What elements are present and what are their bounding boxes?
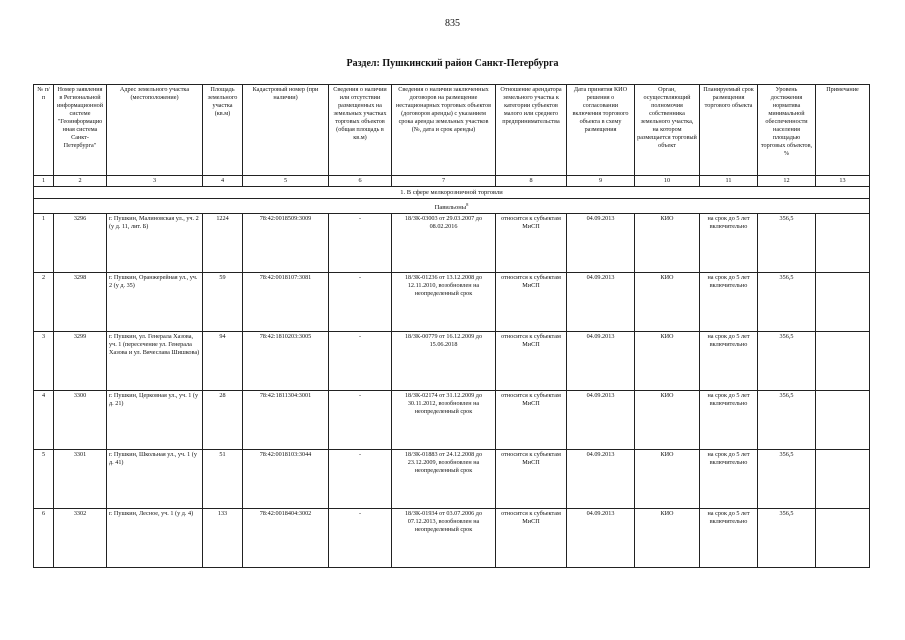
sme-category: относится к субъектам МиСП (496, 214, 567, 273)
column-number: 12 (758, 176, 816, 187)
owner-authority: КИО (635, 273, 700, 332)
table-row (34, 273, 870, 332)
column-number-row (34, 176, 870, 187)
sme-category: относится к субъектам МиСП (496, 273, 567, 332)
column-header: Примечание (816, 85, 870, 176)
approval-date: 04.09.2013 (567, 332, 635, 391)
contract-info: 18/ЗК-03003 от 29.03.2007 до 08.02.2016 (392, 214, 496, 273)
column-header: Номер заявления в Региональной информационной системе "Геоинформацио нная система Санкт-Петербурга" (54, 85, 107, 176)
column-header: Орган, осуществляющий полномочия собственника земельного участка, на котором размещается торговый объект (635, 85, 700, 176)
subsection-cell (34, 199, 870, 214)
footnote-mark: 8 (466, 202, 469, 207)
owner-authority: КИО (635, 214, 700, 273)
existing-objects: - (329, 273, 392, 332)
placement-term: на срок до 5 лет включительно (700, 273, 758, 332)
sme-category: относится к субъектам МиСП (496, 332, 567, 391)
cadastral-number: 78:42:0018404:3002 (243, 509, 329, 568)
sme-category: относится к субъектам МиСП (496, 450, 567, 509)
provision-level: 356,5 (758, 450, 816, 509)
contract-info: 18/ЗК-00779 от 16.12.2009 до 15.06.2018 (392, 332, 496, 391)
contract-info: 18/ЗК-01883 от 24.12.2008 до 23.12.2009, возобновлен на неопределенный срок (392, 450, 496, 509)
land-area: 1224 (203, 214, 243, 273)
table-row (34, 450, 870, 509)
note (816, 273, 870, 332)
approval-date: 04.09.2013 (567, 450, 635, 509)
provision-level: 356,5 (758, 391, 816, 450)
placement-term: на срок до 5 лет включительно (700, 450, 758, 509)
owner-authority: КИО (635, 391, 700, 450)
register-table (33, 84, 870, 568)
land-address: г. Пушкин, ул. Генерала Хазова, уч. 1 (пересечение ул. Генерала Хазова и ул. Вячеслава Шишкова) (107, 332, 203, 391)
approval-date: 04.09.2013 (567, 509, 635, 568)
land-address: г. Пушкин, Малиновская ул., уч. 2 (у д. 11, лит. Б) (107, 214, 203, 273)
placement-term: на срок до 5 лет включительно (700, 391, 758, 450)
land-area: 59 (203, 273, 243, 332)
land-area: 94 (203, 332, 243, 391)
owner-authority: КИО (635, 509, 700, 568)
cadastral-number: 78:42:0018509:3009 (243, 214, 329, 273)
row-number: 1 (34, 214, 54, 273)
sme-category: относится к субъектам МиСП (496, 509, 567, 568)
column-header: Дата принятия КИО решения о согласовании включения торгового объекта в схему размещения (567, 85, 635, 176)
cadastral-number: 78:42:1810203:3005 (243, 332, 329, 391)
row-number: 6 (34, 509, 54, 568)
existing-objects: - (329, 509, 392, 568)
cadastral-number: 78:42:1811304:3001 (243, 391, 329, 450)
row-number: 5 (34, 450, 54, 509)
land-area: 28 (203, 391, 243, 450)
note (816, 214, 870, 273)
column-header: № п/п (34, 85, 54, 176)
contract-info: 18/ЗК-01236 от 13.12.2008 до 12.11.2010, возобновлен на неопределенный срок (392, 273, 496, 332)
column-number: 8 (496, 176, 567, 187)
row-number: 3 (34, 332, 54, 391)
column-header: Площадь земельного участка (кв.м) (203, 85, 243, 176)
land-address: г. Пушкин, Лесное, уч. 1 (у д. 4) (107, 509, 203, 568)
provision-level: 356,5 (758, 332, 816, 391)
provision-level: 356,5 (758, 273, 816, 332)
cadastral-number: 78:42:0018103:3044 (243, 450, 329, 509)
column-header: Адрес земельного участка (местоположение) (107, 85, 203, 176)
column-number: 1 (34, 176, 54, 187)
land-area: 133 (203, 509, 243, 568)
application-number: 3302 (54, 509, 107, 568)
column-number: 2 (54, 176, 107, 187)
sme-category: относится к субъектам МиСП (496, 391, 567, 450)
column-header: Уровень достижения норматива минимальной обеспеченности населения площадью торговых объектов, % (758, 85, 816, 176)
subsection-row (34, 199, 870, 214)
existing-objects: - (329, 391, 392, 450)
placement-term: на срок до 5 лет включительно (700, 332, 758, 391)
column-number: 11 (700, 176, 758, 187)
column-number: 5 (243, 176, 329, 187)
cadastral-number: 78:42:0018107:3081 (243, 273, 329, 332)
note (816, 332, 870, 391)
table-row (34, 509, 870, 568)
section-label: 1. В сфере мелкорозничной торговли (34, 187, 870, 199)
column-header: Сведения о наличии или отсутствии размещенных на земельных участках торговых объектов (общая площадь в кв.м) (329, 85, 392, 176)
placement-term: на срок до 5 лет включительно (700, 214, 758, 273)
land-address: г. Пушкин, Школьная ул., уч. 1 (у д. 41) (107, 450, 203, 509)
land-area: 51 (203, 450, 243, 509)
contract-info: 18/ЗК-02174 от 31.12.2009 до 30.11.2012, возобновлен на неопределенный срок (392, 391, 496, 450)
existing-objects: - (329, 450, 392, 509)
header-row (34, 85, 870, 176)
land-address: г. Пушкин, Церковная ул., уч. 1 (у д. 21) (107, 391, 203, 450)
application-number: 3301 (54, 450, 107, 509)
approval-date: 04.09.2013 (567, 273, 635, 332)
column-number: 7 (392, 176, 496, 187)
row-number: 4 (34, 391, 54, 450)
table-row (34, 332, 870, 391)
note (816, 450, 870, 509)
row-number: 2 (34, 273, 54, 332)
existing-objects: - (329, 214, 392, 273)
column-number: 6 (329, 176, 392, 187)
subsection-label: Павильоны (434, 204, 467, 212)
placement-term: на срок до 5 лет включительно (700, 509, 758, 568)
note (816, 509, 870, 568)
column-number: 13 (816, 176, 870, 187)
note (816, 391, 870, 450)
column-number: 4 (203, 176, 243, 187)
application-number: 3299 (54, 332, 107, 391)
column-header: Сведения о наличии заключенных договоров на размещение нестационарных торговых объектов (договоров аренды) с указанием срока аренды земельных участков (№, дата и срок аренды) (392, 85, 496, 176)
section-title: Раздел: Пушкинский район Санкт-Петербурга (346, 58, 559, 69)
contract-info: 18/ЗК-01934 от 03.07.2006 до 07.12.2013, возобновлен на неопределенный срок (392, 509, 496, 568)
data-rows (34, 214, 870, 568)
approval-date: 04.09.2013 (567, 214, 635, 273)
provision-level: 356,5 (758, 509, 816, 568)
owner-authority: КИО (635, 450, 700, 509)
owner-authority: КИО (635, 332, 700, 391)
column-number: 9 (567, 176, 635, 187)
page-number: 835 (445, 18, 460, 29)
column-header: Кадастровый номер (при наличии) (243, 85, 329, 176)
provision-level: 356,5 (758, 214, 816, 273)
table-row (34, 391, 870, 450)
column-number: 3 (107, 176, 203, 187)
application-number: 3298 (54, 273, 107, 332)
approval-date: 04.09.2013 (567, 391, 635, 450)
section-row (34, 187, 870, 199)
table-row (34, 214, 870, 273)
column-header: Отношение арендатора земельного участка к категории субъектов малого или среднего предпринимательства (496, 85, 567, 176)
existing-objects: - (329, 332, 392, 391)
application-number: 3296 (54, 214, 107, 273)
application-number: 3300 (54, 391, 107, 450)
column-header: Планируемый срок размещения торгового объекта (700, 85, 758, 176)
land-address: г. Пушкин, Оранжерейная ул., уч. 2 (у д. 35) (107, 273, 203, 332)
column-number: 10 (635, 176, 700, 187)
